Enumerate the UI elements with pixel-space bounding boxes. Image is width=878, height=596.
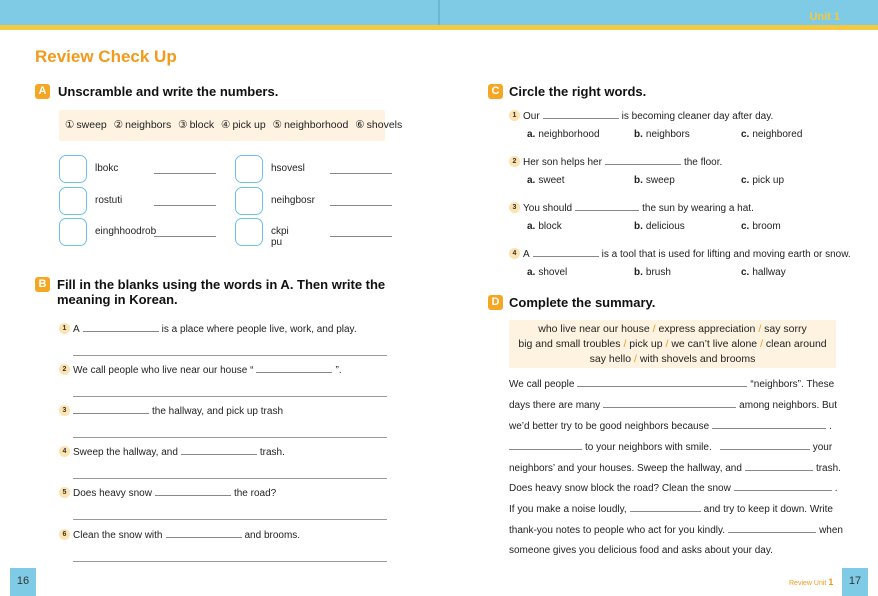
- section-d-badge: D: [488, 295, 503, 310]
- word-bank-item: ④ pick up: [221, 119, 266, 131]
- fill-sentence: We call people who live near our house “ ”.: [73, 365, 342, 376]
- number-answer-box[interactable]: [59, 218, 87, 246]
- answer-line[interactable]: [154, 205, 216, 206]
- scrambled-word: ckpi pu: [271, 226, 289, 248]
- page-gutter: [438, 0, 440, 25]
- blank-line[interactable]: [155, 487, 231, 496]
- summary-line: thank-you notes to people who act for you kindly. when: [509, 525, 843, 536]
- word-bank-item: ⑤ neighborhood: [272, 119, 349, 131]
- korean-meaning-line[interactable]: [73, 355, 387, 356]
- blank-line[interactable]: [83, 323, 159, 332]
- blank-line[interactable]: [603, 399, 736, 408]
- number-answer-box[interactable]: [59, 155, 87, 183]
- option-a[interactable]: a. shovel: [527, 267, 568, 278]
- blank-line[interactable]: [712, 420, 826, 429]
- number-answer-box[interactable]: [235, 187, 263, 215]
- fill-sentence: A is a place where people live, work, and play.: [73, 324, 357, 335]
- option-b[interactable]: b. neighbors: [634, 129, 690, 140]
- word-bank-row: who live near our house / express appreciation / say sorry: [538, 323, 807, 335]
- summary-line: We call people “neighbors”. These: [509, 379, 835, 390]
- summary-line: someone gives you delicious food and asks about your day.: [509, 545, 773, 556]
- summary-line: days there are many among neighbors. But: [509, 400, 838, 411]
- page-number-right: 17: [842, 568, 868, 596]
- korean-meaning-line[interactable]: [73, 519, 387, 520]
- blank-line: [605, 156, 681, 165]
- answer-line[interactable]: [154, 236, 216, 237]
- korean-meaning-line[interactable]: [73, 396, 387, 397]
- word-bank-item: ③ block: [178, 119, 215, 131]
- option-c[interactable]: c. neighbored: [741, 129, 803, 140]
- section-c-badge: C: [488, 84, 503, 99]
- korean-meaning-line[interactable]: [73, 478, 387, 479]
- blank-line: [575, 202, 639, 211]
- blank-line[interactable]: [745, 462, 813, 471]
- section-a-title: Unscramble and write the numbers.: [58, 84, 279, 99]
- choice-sentence: A is a tool that is used for lifting and moving earth or snow.: [523, 249, 851, 260]
- scrambled-word: neihgbosr: [271, 195, 315, 206]
- answer-line[interactable]: [330, 236, 392, 237]
- blank-line[interactable]: [577, 378, 747, 387]
- scrambled-word: rostuti: [95, 195, 123, 206]
- number-answer-box[interactable]: [235, 218, 263, 246]
- choice-sentence: You should the sun by wearing a hat.: [523, 203, 754, 214]
- section-b-title-line1: Fill in the blanks using the words in A. Then write the: [57, 277, 386, 292]
- choice-sentence: Her son helps her the floor.: [523, 157, 723, 168]
- option-a[interactable]: a. sweet: [527, 175, 565, 186]
- fill-sentence: Clean the snow with and brooms.: [73, 530, 301, 541]
- question-number: 2: [509, 156, 520, 167]
- page-title: Review Check Up: [35, 47, 177, 66]
- unit-label: Unit 1: [809, 11, 840, 23]
- choice-sentence: Our is becoming cleaner day after day.: [523, 111, 774, 122]
- answer-line[interactable]: [330, 205, 392, 206]
- scrambled-word: einghhoodrob: [95, 226, 157, 237]
- option-c[interactable]: c. pick up: [741, 175, 785, 186]
- blank-line[interactable]: [630, 503, 701, 512]
- section-b-title-line2: meaning in Korean.: [57, 292, 178, 307]
- question-number: 1: [59, 323, 70, 334]
- footer-unit-label: Review Unit 1: [789, 577, 834, 587]
- question-number: 4: [59, 446, 70, 457]
- section-c-title: Circle the right words.: [509, 84, 647, 99]
- page-number-left: 16: [10, 568, 36, 596]
- summary-word-bank: [509, 320, 836, 368]
- summary-line: neighbors’ and your houses. Sweep the hallway, and trash.: [509, 463, 841, 474]
- scrambled-word: hsovesl: [271, 163, 305, 174]
- fill-sentence: the hallway, and pick up trash: [73, 405, 283, 417]
- blank-line[interactable]: [734, 482, 832, 491]
- question-number: 3: [509, 202, 520, 213]
- korean-meaning-line[interactable]: [73, 437, 387, 438]
- section-b-badge: B: [35, 277, 50, 292]
- blank-line[interactable]: [73, 405, 149, 414]
- answer-line[interactable]: [154, 173, 216, 174]
- word-bank: [59, 110, 403, 141]
- blank-line[interactable]: [728, 524, 816, 533]
- korean-meaning-line[interactable]: [73, 561, 387, 562]
- summary-line: Does heavy snow block the road? Clean the snow .: [509, 483, 838, 494]
- question-number: 5: [59, 487, 70, 498]
- scrambled-word: lbokc: [95, 163, 119, 174]
- number-answer-box[interactable]: [59, 187, 87, 215]
- answer-line[interactable]: [330, 173, 392, 174]
- blank-line[interactable]: [181, 446, 257, 455]
- fill-sentence: Does heavy snow the road?: [73, 488, 277, 499]
- section-d-title: Complete the summary.: [509, 295, 656, 310]
- question-number: 6: [59, 529, 70, 540]
- option-a[interactable]: a. block: [527, 221, 562, 232]
- question-number: 2: [59, 364, 70, 375]
- fill-sentence: Sweep the hallway, and trash.: [73, 447, 285, 458]
- header-stripe: [0, 25, 878, 30]
- option-b[interactable]: b. delicious: [634, 221, 685, 232]
- word-bank-item: ① sweep: [65, 119, 107, 131]
- word-bank-row: big and small troubles / pick up / we can’t live alone / clean around: [518, 338, 827, 350]
- option-c[interactable]: c. hallway: [741, 267, 786, 278]
- option-a[interactable]: a. neighborhood: [527, 129, 600, 140]
- summary-line: to your neighbors with smile. your: [509, 441, 836, 453]
- option-b[interactable]: b. sweep: [634, 175, 675, 186]
- question-number: 3: [59, 405, 70, 416]
- question-number: 1: [509, 110, 520, 121]
- question-number: 4: [509, 248, 520, 259]
- blank-line[interactable]: [720, 441, 810, 450]
- summary-line: If you make a noise loudly, and try to keep it down. Write: [509, 504, 833, 515]
- blank-line: [543, 110, 619, 119]
- summary-line: we’d better try to be good neighbors because .: [509, 421, 832, 432]
- number-answer-box[interactable]: [235, 155, 263, 183]
- blank-line[interactable]: [256, 364, 332, 373]
- word-bank-item: ⑥ shovels: [355, 119, 403, 131]
- blank-line[interactable]: [166, 529, 242, 538]
- word-bank-item: ② neighbors: [113, 119, 172, 131]
- option-c[interactable]: c. broom: [741, 221, 781, 232]
- blank-line[interactable]: [509, 441, 582, 450]
- section-a-badge: A: [35, 84, 50, 99]
- blank-line: [533, 248, 599, 257]
- option-b[interactable]: b. brush: [634, 267, 671, 278]
- word-bank-row: say hello / with shovels and brooms: [589, 353, 756, 365]
